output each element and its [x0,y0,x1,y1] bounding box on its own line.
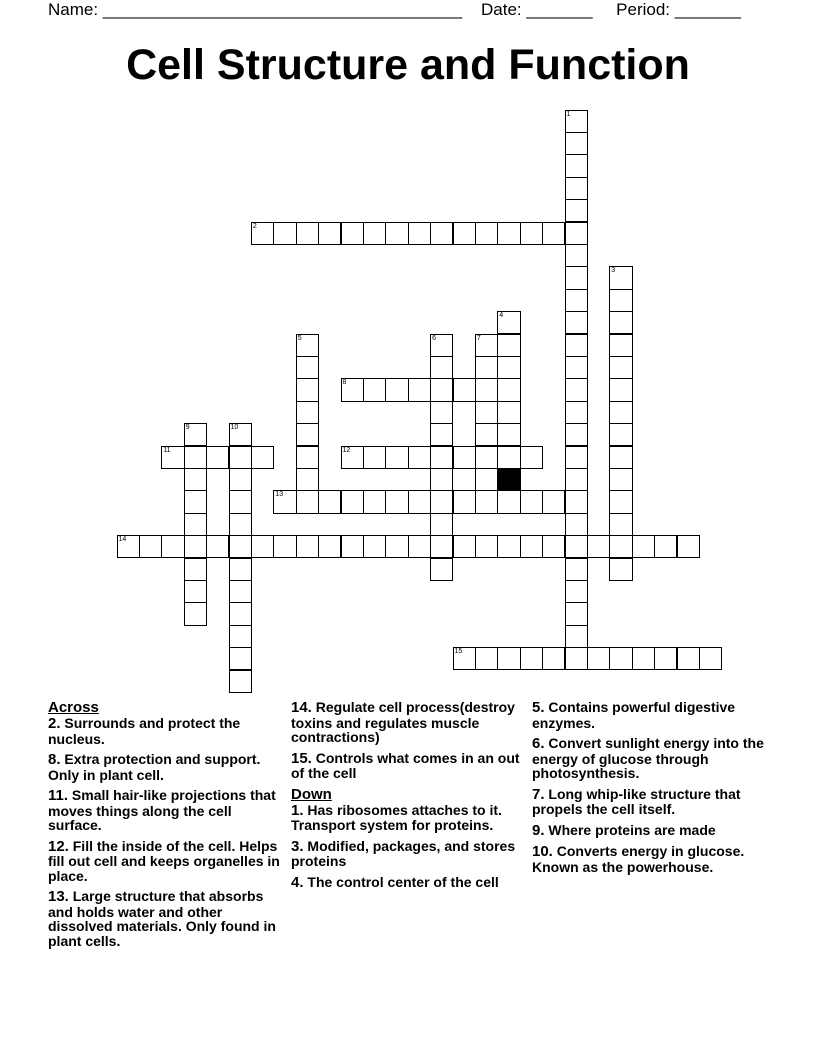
cell-number: 15 [454,648,463,656]
grid-cell[interactable] [430,535,453,558]
grid-cell[interactable] [542,490,565,513]
grid-cell[interactable] [385,222,408,245]
clue-down-3: 3. Modified, packages, and stores proteins [291,837,516,869]
grid-cell[interactable] [609,356,632,379]
grid-cell[interactable] [430,468,453,491]
clue-across-15: 15. Controls what comes in an out of the cell [291,749,520,781]
grid-cell[interactable] [497,378,520,401]
grid-cell[interactable] [385,446,408,469]
grid-cell[interactable] [229,423,252,446]
grid-cell[interactable] [430,558,453,581]
cell-number: 10 [230,424,239,432]
grid-cell[interactable] [520,446,543,469]
grid-cell[interactable] [565,311,588,334]
grid-cell[interactable] [677,647,700,670]
grid-cell[interactable] [184,535,207,558]
grid-cell[interactable] [475,222,498,245]
grid-cell[interactable] [587,647,610,670]
grid-cell[interactable] [475,356,498,379]
grid-cell[interactable] [363,535,386,558]
grid-cell[interactable] [565,423,588,446]
grid-cell[interactable] [609,558,632,581]
grid-cell[interactable] [229,490,252,513]
grid-cell[interactable] [609,490,632,513]
grid-cell[interactable] [296,446,319,469]
grid-cell[interactable] [184,446,207,469]
cell-number: 2 [252,222,257,230]
grid-cell[interactable] [609,401,632,424]
grid-cell[interactable] [229,647,252,670]
down-heading: Down [291,785,332,803]
grid-cell[interactable] [475,423,498,446]
grid-cell[interactable] [565,154,588,177]
clues-column-3 [532,700,768,880]
grid-cell[interactable] [430,490,453,513]
grid-cell[interactable] [430,356,453,379]
grid-cell[interactable] [184,602,207,625]
grid-cell[interactable] [184,580,207,603]
grid-cell[interactable] [296,468,319,491]
grid-cell[interactable] [229,535,252,558]
grid-cell[interactable] [341,535,364,558]
grid-cell[interactable] [542,647,565,670]
name-field[interactable]: Name: ______________________________________ [48,0,463,19]
grid-cell[interactable] [565,580,588,603]
grid-cell[interactable] [430,513,453,536]
grid-cell[interactable] [296,490,319,513]
grid-cell[interactable] [520,647,543,670]
clue-down-1: 1. Has ribosomes attaches to it. Transport system for proteins. [291,801,502,833]
grid-cell[interactable] [654,647,677,670]
grid-cell[interactable] [565,647,588,670]
cell-number: 11 [163,446,171,454]
grid-cell[interactable] [296,334,319,357]
grid-cell[interactable] [565,446,588,469]
grid-cell[interactable] [251,446,274,469]
cell-number: 5 [297,334,302,342]
grid-cell[interactable] [318,535,341,558]
period-field[interactable]: Period: _______ [616,0,741,19]
grid-cell[interactable] [609,289,632,312]
grid-cell[interactable] [609,535,632,558]
grid-cell[interactable] [520,222,543,245]
grid-block [497,468,520,491]
grid-cell[interactable] [497,311,520,334]
grid-cell[interactable] [565,558,588,581]
grid-cell[interactable] [296,378,319,401]
grid-cell[interactable] [609,647,632,670]
clue-across-11: 11. Small hair-like projections that moves things along the cell surface. [48,787,276,833]
grid-cell[interactable] [161,535,184,558]
clue-down-6: 6. Convert sunlight energy into the energy of glucose through photosynthesis. [532,735,764,781]
grid-cell[interactable] [565,513,588,536]
grid-cell[interactable] [497,222,520,245]
grid-cell[interactable] [318,222,341,245]
cell-number: 6 [432,334,436,342]
grid-cell[interactable] [565,110,588,133]
grid-cell[interactable] [273,490,296,513]
grid-cell[interactable] [497,647,520,670]
grid-cell[interactable] [497,446,520,469]
grid-cell[interactable] [363,222,386,245]
grid-cell[interactable] [408,378,431,401]
grid-cell[interactable] [565,401,588,424]
grid-cell[interactable] [139,535,162,558]
grid-cell[interactable] [453,222,476,245]
cell-number: 14 [118,536,127,544]
grid-cell[interactable] [408,490,431,513]
grid-cell[interactable] [497,401,520,424]
grid-cell[interactable] [296,222,319,245]
cell-number: 12 [342,446,351,454]
grid-cell[interactable] [475,401,498,424]
grid-cell[interactable] [430,378,453,401]
grid-cell[interactable] [184,513,207,536]
grid-cell[interactable] [385,378,408,401]
grid-cell[interactable] [385,535,408,558]
grid-cell[interactable] [184,490,207,513]
clue-down-7: 7. Long whip-like structure that propels the cell itself. [532,785,741,817]
page-title: Cell Structure and Function [126,41,690,89]
grid-cell[interactable] [475,446,498,469]
grid-cell[interactable] [609,311,632,334]
grid-cell[interactable] [542,222,565,245]
grid-cell[interactable] [632,535,655,558]
grid-cell[interactable] [385,490,408,513]
grid-cell[interactable] [161,446,184,469]
cell-number: 4 [499,312,504,320]
grid-cell[interactable] [542,535,565,558]
grid-cell[interactable] [699,647,722,670]
grid-cell[interactable] [475,647,498,670]
grid-cell[interactable] [251,535,274,558]
grid-cell[interactable] [475,490,498,513]
grid-cell[interactable] [565,468,588,491]
grid-cell[interactable] [363,446,386,469]
grid-cell[interactable] [430,401,453,424]
grid-cell[interactable] [609,513,632,536]
grid-cell[interactable] [229,468,252,491]
grid-cell[interactable] [565,378,588,401]
clue-across-14: 14. Regulate cell process(destroy toxins and regulates muscle contractions) [291,699,515,745]
grid-cell[interactable] [453,446,476,469]
clue-across-2: 2. Surrounds and protect the nucleus. [48,715,241,747]
grid-cell[interactable] [453,490,476,513]
grid-cell[interactable] [251,222,274,245]
grid-cell[interactable] [229,558,252,581]
grid-cell[interactable] [609,334,632,357]
clues-column-2 [291,700,527,896]
grid-cell[interactable] [318,490,341,513]
grid-cell[interactable] [497,334,520,357]
grid-cell[interactable] [229,513,252,536]
grid-cell[interactable] [497,423,520,446]
grid-cell[interactable] [565,199,588,222]
grid-cell[interactable] [206,535,229,558]
grid-cell[interactable] [229,446,252,469]
clue-across-12: 12. Fill the inside of the cell. Helps fill out cell and keeps organelles in place. [48,837,280,884]
grid-cell[interactable] [609,446,632,469]
grid-cell[interactable] [430,446,453,469]
grid-cell[interactable] [296,535,319,558]
grid-cell[interactable] [609,378,632,401]
grid-cell[interactable] [430,222,453,245]
grid-cell[interactable] [475,378,498,401]
grid-cell[interactable] [363,378,386,401]
grid-cell[interactable] [453,535,476,558]
cell-number: 3 [611,267,616,275]
grid-cell[interactable] [497,356,520,379]
date-field[interactable]: Date: _______ [480,0,593,19]
grid-cell[interactable] [632,647,655,670]
grid-cell[interactable] [408,222,431,245]
grid-cell[interactable] [430,423,453,446]
cell-number: 1 [566,110,571,118]
grid-cell[interactable] [341,446,364,469]
grid-cell[interactable] [565,356,588,379]
grid-cell[interactable] [497,490,520,513]
grid-cell[interactable] [184,558,207,581]
grid-cell[interactable] [520,535,543,558]
clue-down-4: 4. The control center of the cell [291,873,499,891]
grid-cell[interactable] [520,490,543,513]
grid-cell[interactable] [184,468,207,491]
grid-cell[interactable] [296,423,319,446]
grid-cell[interactable] [565,222,588,245]
cell-number: 9 [185,424,190,432]
grid-cell[interactable] [654,535,677,558]
grid-cell[interactable] [475,334,498,357]
grid-cell[interactable] [117,535,140,558]
grid-cell[interactable] [587,535,610,558]
grid-cell[interactable] [341,490,364,513]
grid-cell[interactable] [565,490,588,513]
grid-cell[interactable] [609,468,632,491]
grid-cell[interactable] [565,535,588,558]
grid-cell[interactable] [341,222,364,245]
grid-cell[interactable] [609,423,632,446]
grid-cell[interactable] [430,334,453,357]
grid-cell[interactable] [408,446,431,469]
grid-cell[interactable] [565,132,588,155]
grid-cell[interactable] [363,490,386,513]
clue-across-8: 8. Extra protection and support. Only in plant cell. [48,751,261,783]
cell-number: 7 [476,334,481,342]
grid-cell[interactable] [497,535,520,558]
clues-column-1 [48,700,284,954]
grid-cell[interactable] [609,266,632,289]
grid-cell[interactable] [565,266,588,289]
grid-cell[interactable] [206,446,229,469]
grid-cell[interactable] [453,647,476,670]
grid-cell[interactable] [453,378,476,401]
clue-down-9: 9. Where proteins are made [532,821,716,839]
grid-cell[interactable] [565,289,588,312]
cell-number: 8 [342,379,347,387]
grid-cell[interactable] [565,602,588,625]
grid-cell[interactable] [408,535,431,558]
grid-cell[interactable] [677,535,700,558]
cell-number: 13 [275,491,284,499]
across-heading: Across [48,699,99,716]
grid-cell[interactable] [565,334,588,357]
grid-cell[interactable] [229,625,252,648]
clue-down-10: 10. Converts energy in glucose. Known as the powerhouse. [532,843,745,875]
clue-down-5: 5. Contains powerful digestive enzymes. [532,699,736,731]
grid-cell[interactable] [475,468,498,491]
grid-cell[interactable] [296,356,319,379]
clue-across-13: 13. Large structure that absorbs and holds water and other dissolved materials. Only found in plant cells. [48,888,276,949]
grid-cell[interactable] [565,244,588,267]
grid-cell[interactable] [565,177,588,200]
grid-cell[interactable] [184,423,207,446]
grid-cell[interactable] [296,401,319,424]
grid-cell[interactable] [273,535,296,558]
grid-cell[interactable] [475,535,498,558]
grid-cell[interactable] [229,670,252,693]
grid-cell[interactable] [273,222,296,245]
grid-cell[interactable] [229,602,252,625]
grid-cell[interactable] [565,625,588,648]
grid-cell[interactable] [229,580,252,603]
grid-cell[interactable] [341,378,364,401]
